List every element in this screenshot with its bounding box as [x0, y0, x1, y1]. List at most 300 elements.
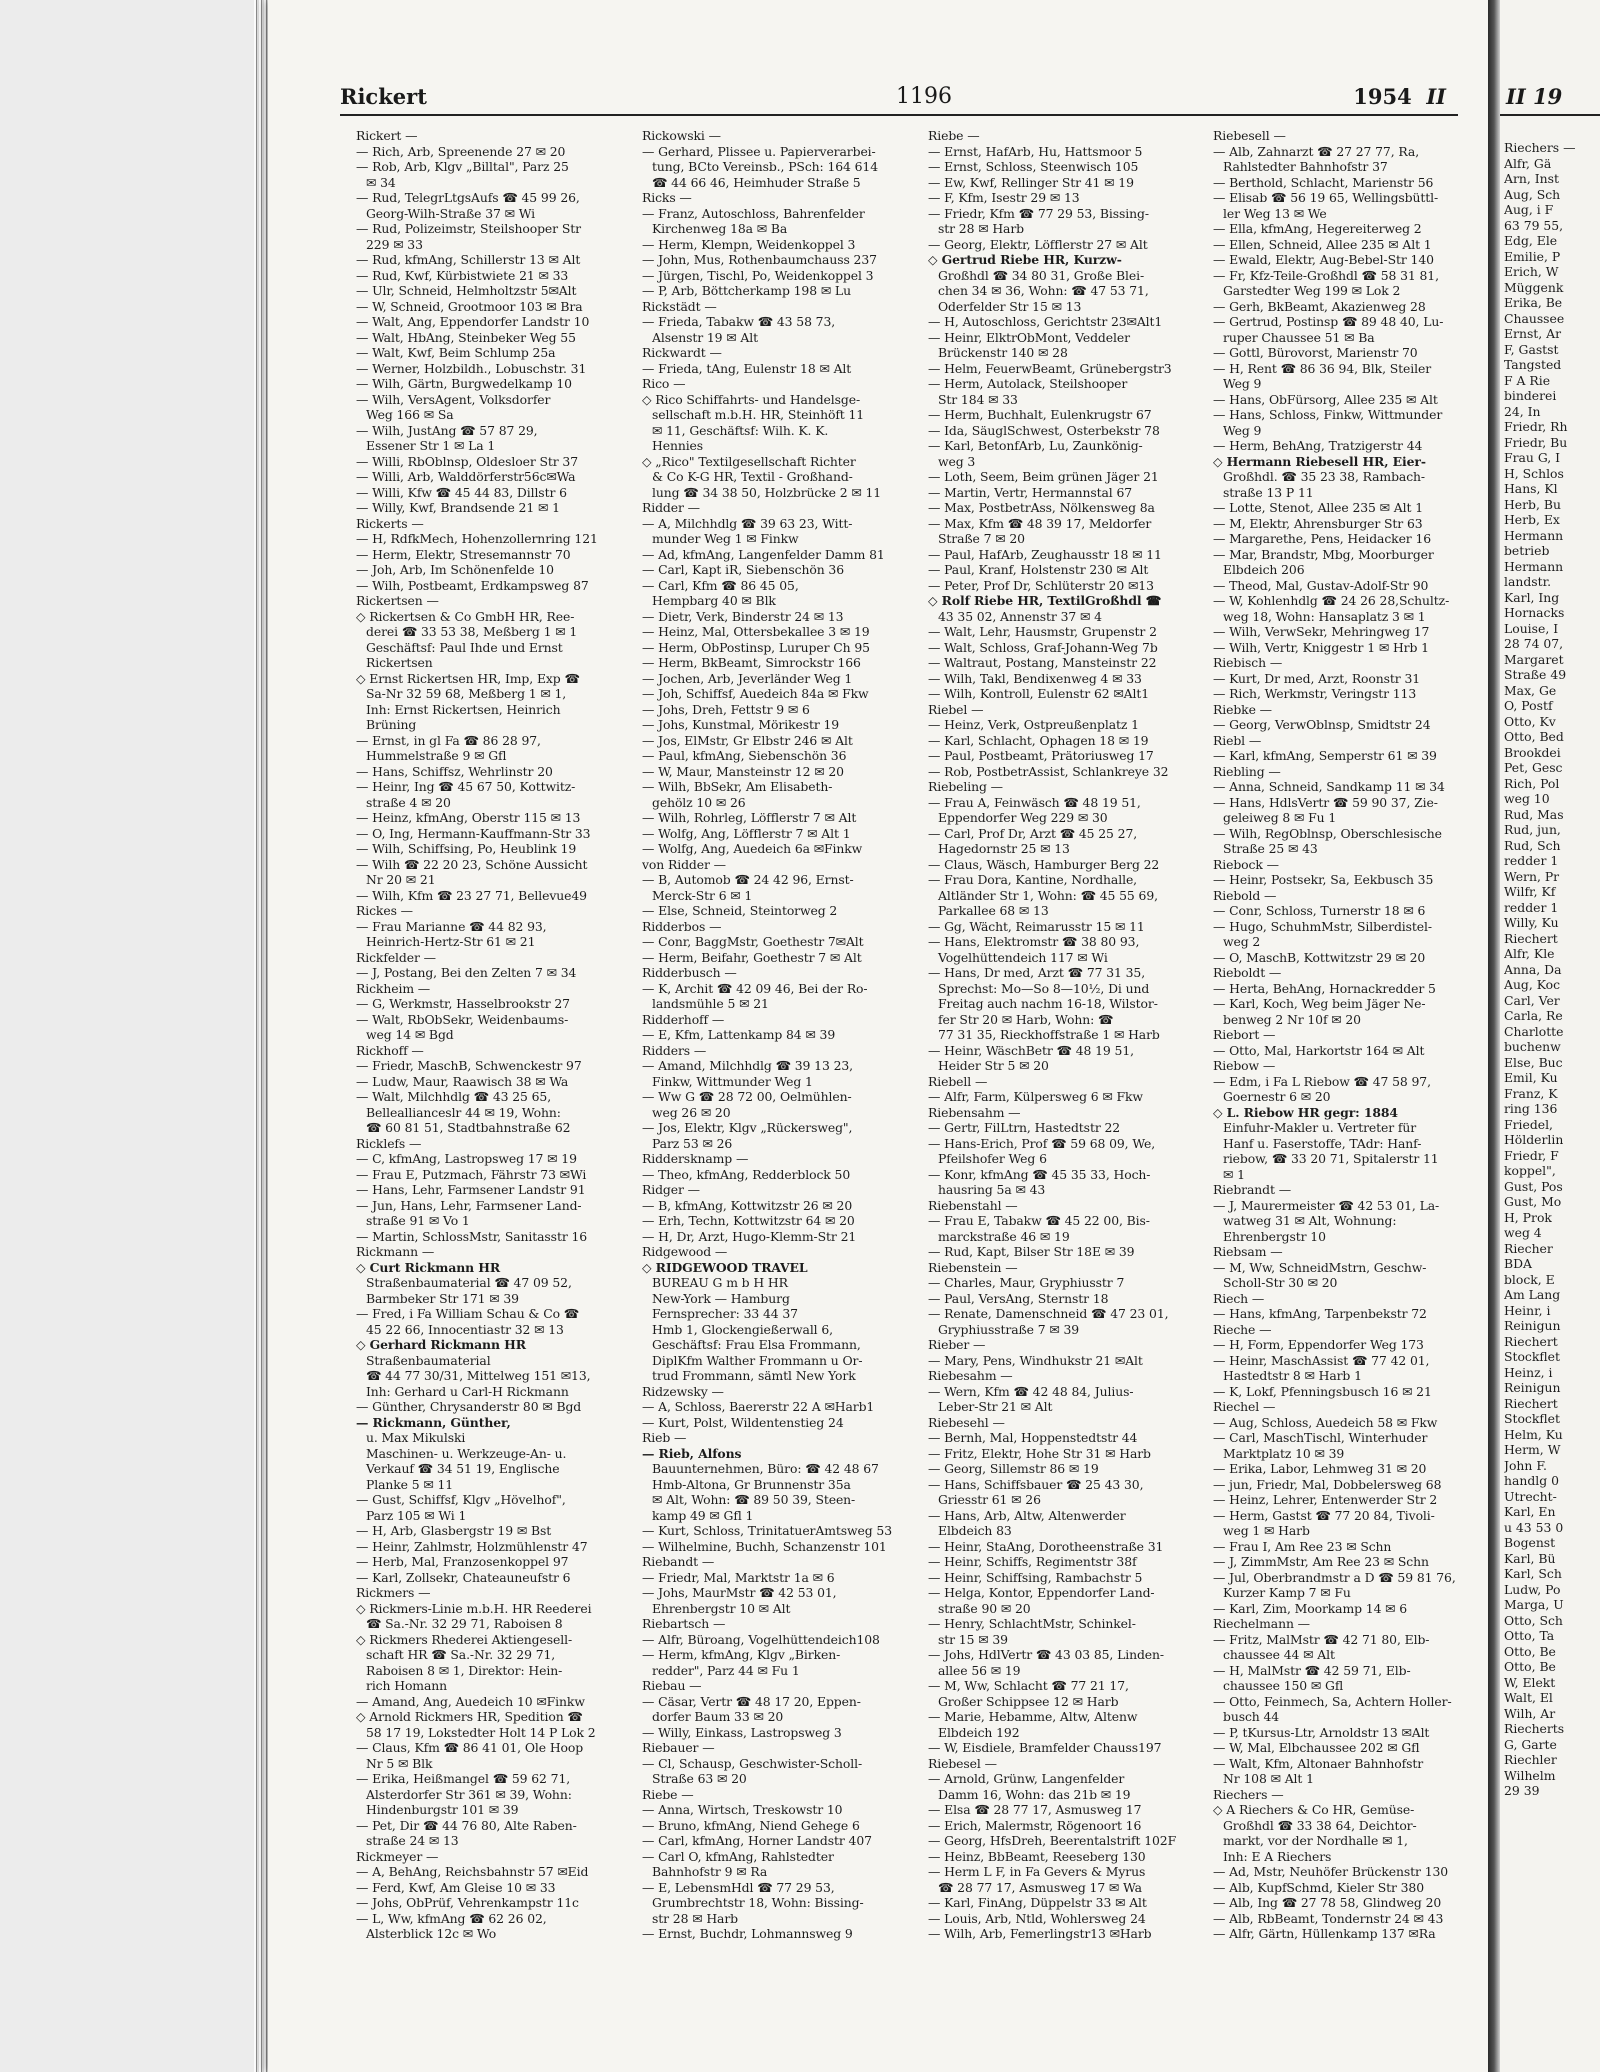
directory-entry-line: — Paul, HafArb, Zeughausstr 18 ✉ 11 [928, 546, 1162, 562]
directory-entry-line: Riebesehl — [928, 1414, 1005, 1430]
directory-entry-line: 45 22 66, Innocentiastr 32 ✉ 13 [366, 1321, 564, 1337]
directory-entry-line: — Herm L F, in Fa Gevers & Myrus [928, 1864, 1146, 1879]
adjacent-entry-line: Riechert [1504, 1333, 1558, 1349]
directory-entry-line: — W, Schneid, Grootmoor 103 ✉ Bra [356, 298, 583, 314]
directory-entry-line: Nr 108 ✉ Alt 1 [1223, 1771, 1314, 1786]
adjacent-entry-line: Emil, Ku [1504, 1070, 1558, 1085]
directory-entry-line: — Theod, Mal, Gustav-Adolf-Str 90 [1213, 577, 1429, 593]
adjacent-entry-line: Alfr, Kle [1504, 946, 1555, 961]
adjacent-entry-line: Wilfr, Kf [1504, 884, 1556, 899]
directory-entry-line: dorfer Baum 33 ✉ 20 [652, 1709, 784, 1724]
adjacent-entry-line: Chaussee [1504, 310, 1565, 326]
directory-entry-line: 229 ✉ 33 [366, 236, 423, 252]
directory-entry-line: — Claus, Wäsch, Hamburger Berg 22 [928, 856, 1160, 872]
directory-entry-line: — Wilh, BbSekr, Am Elisabeth- [642, 779, 833, 794]
directory-entry-line: — Wilh, Rohrleg, Löfflerstr 7 ✉ Alt [642, 810, 857, 825]
directory-entry-line: Riebell — [928, 1073, 988, 1089]
directory-entry-line: — Werner, Holzbildh., Lobuschstr. 31 [356, 360, 587, 376]
directory-entry-line: — Ella, kfmAng, Hegereiterweg 2 [1213, 221, 1422, 236]
directory-entry-line: — Heinr, ElktrObMont, Veddeler [928, 329, 1130, 345]
directory-entry-line: — Paul, VersAng, Sternstr 18 [928, 1290, 1109, 1306]
directory-entry-line: Weg 166 ✉ Sa [366, 407, 454, 422]
directory-entry-line: Riebling — [1213, 763, 1281, 779]
directory-entry-line: — Gottl, Bürovorst, Marienstr 70 [1213, 345, 1418, 360]
directory-entry-line: — Heinr, WäschBetr ☎ 48 19 51, [928, 1042, 1134, 1058]
directory-entry-line: — Ewald, Elektr, Aug-Bebel-Str 140 [1213, 252, 1434, 267]
adjacent-entry-line: weg 10 [1504, 791, 1550, 806]
adjacent-entry-line: Aug, Koc [1504, 977, 1561, 992]
adjacent-entry-line: ring 136 [1504, 1101, 1558, 1116]
directory-entry-line: — Edm, i Fa L Riebow ☎ 47 58 97, [1213, 1073, 1431, 1089]
directory-entry-line: Hagedornstr 25 ✉ 13 [938, 841, 1070, 856]
adjacent-entry-line: Brookdei [1504, 744, 1561, 760]
directory-entry-line: — Max, Kfm ☎ 48 39 17, Meldorfer [928, 515, 1152, 531]
directory-entry-line: — Peter, Prof Dr, Schlüterstr 20 ✉13 [928, 577, 1154, 593]
directory-entry-line: benweg 2 Nr 10f ✉ 20 [1223, 1011, 1361, 1027]
directory-entry-line: Großhdl ☎ 34 80 31, Große Blei- [938, 267, 1145, 283]
directory-entry-line: — Carl, MaschTischl, Winterhuder [1213, 1430, 1428, 1445]
directory-entry-line: — Frau I, Am Ree 23 ✉ Schn [1213, 1538, 1392, 1554]
adjacent-entry-line: Charlotte [1504, 1023, 1564, 1039]
directory-entry-line: Elbdeich 206 [1223, 562, 1305, 577]
directory-entry-line: weg 18, Wohn: Hansaplatz 3 ✉ 1 [1223, 608, 1426, 624]
adjacent-entry-line: F, Gastst [1504, 341, 1559, 357]
adjacent-entry-line: Otto, Bed [1504, 729, 1564, 744]
directory-entry-line: Riddersknamp — [642, 1151, 749, 1166]
directory-entry-line: — Wern, Kfm ☎ 42 48 84, Julius- [928, 1383, 1134, 1399]
directory-entry-line: weg 2 [1223, 934, 1261, 949]
directory-entry-line: — Jürgen, Tischl, Po, Weidenkoppel 3 [642, 267, 874, 283]
directory-entry-line: — Willy, Einkass, Lastropsweg 3 [642, 1724, 842, 1740]
directory-entry-line: — Rich, Arb, Spreenende 27 ✉ 20 [356, 143, 566, 159]
directory-entry-line: — Heinz, Mal, Ottersbekallee 3 ✉ 19 [642, 624, 870, 639]
adjacent-entry-line: Carla, Re [1504, 1008, 1563, 1023]
adjacent-entry-line: binderei [1504, 388, 1557, 403]
directory-entry-line: — Erich, Malermstr, Rögenoort 16 [928, 1817, 1142, 1833]
directory-entry-line: — Ew, Kwf, Rellinger Str 41 ✉ 19 [928, 174, 1134, 190]
directory-entry-line: — Alb, KupfSchmd, Kieler Str 380 [1213, 1879, 1424, 1895]
adjacent-entry-line: Hermann [1504, 558, 1564, 574]
adjacent-entry-line: Alfr, Gä [1504, 155, 1552, 171]
directory-entry-line: — P, Arb, Böttcherkamp 198 ✉ Lu [642, 283, 851, 298]
adjacent-entry-line: Herb, Ex [1504, 512, 1560, 527]
directory-entry-line: — Heinr, Postsekr, Sa, Eekbusch 35 [1213, 872, 1434, 887]
directory-entry-line: BUREAU G m b H HR [652, 1275, 788, 1290]
directory-entry-line: Ridzewsky — [642, 1383, 724, 1399]
adjacent-entry-line: Louise, I [1504, 620, 1559, 636]
directory-entry-line: Sa-Nr 32 59 68, Meßberg 1 ✉ 1, [366, 686, 567, 701]
directory-entry-line: straße 91 ✉ Vo 1 [366, 1213, 470, 1228]
adjacent-entry-line: Edg, Ele [1504, 233, 1558, 248]
adjacent-entry-line: Am Lang [1504, 1287, 1561, 1302]
directory-entry-line: — Walt, HbAng, Steinbeker Weg 55 [356, 329, 576, 345]
adjacent-entry-line: Emilie, P [1504, 248, 1561, 264]
directory-entry-line: — Hans, Schloss, Finkw, Wittmunder [1213, 407, 1443, 422]
directory-entry-line: 58 17 19, Lokstedter Holt 14 P Lok 2 [366, 1724, 596, 1740]
directory-entry-line: — Joh, Arb, Im Schönenfelde 10 [356, 562, 554, 577]
directory-entry-line: — M, Ww, Schlacht ☎ 77 21 17, [928, 1678, 1129, 1693]
directory-entry-line: Ridders — [642, 1042, 707, 1058]
directory-entry-line: Heider Str 5 ✉ 20 [938, 1058, 1049, 1073]
directory-entry-line: — Alfr, Büroang, Vogelhüttendeich108 [642, 1631, 880, 1647]
directory-entry-line: — Walt, Kwf, Beim Schlump 25a [356, 345, 556, 360]
directory-entry-line: — Friedr, Mal, Marktstr 1a ✉ 6 [642, 1569, 835, 1585]
directory-entry-line: — Konr, kfmAng ☎ 45 35 33, Hoch- [928, 1166, 1151, 1182]
directory-entry-line: — Rud, TelegrLtgsAufs ☎ 45 99 26, [356, 190, 580, 205]
adjacent-entry-line: Riecherts [1504, 1721, 1565, 1736]
adjacent-entry-line: Riechert [1504, 930, 1558, 946]
adjacent-entry-line: Otto, Be [1504, 1659, 1556, 1674]
directory-entry-line: — Alfr, Farm, Külpersweg 6 ✉ Fkw [928, 1089, 1143, 1104]
directory-entry-line: Großer Schippsee 12 ✉ Harb [938, 1693, 1119, 1709]
directory-entry-line: — Herm, Gastst ☎ 77 20 84, Tivoli- [1213, 1507, 1435, 1523]
directory-entry-line: Inh: Ernst Rickertsen, Heinrich [366, 701, 561, 717]
adjacent-entry-line: handlg 0 [1504, 1473, 1559, 1488]
directory-entry-line: — Johs, ObPrüf, Vehrenkampstr 11c [356, 1895, 579, 1910]
directory-entry-line: — L, Ww, kfmAng ☎ 62 26 02, [356, 1910, 547, 1926]
directory-entry-line: — Willi, Arb, Walddörferstr56c✉Wa [356, 469, 576, 484]
directory-entry-line: — Margarethe, Pens, Heidacker 16 [1213, 531, 1432, 546]
directory-entry-line: — Willy, Kwf, Brandsende 21 ✉ 1 [356, 500, 560, 515]
adjacent-entry-line: Rich, Pol [1504, 775, 1560, 791]
directory-entry-line: — jun, Friedr, Mal, Dobbelersweg 68 [1213, 1476, 1442, 1492]
directory-entry-line: — Herm, Buchhalt, Eulenkrugstr 67 [928, 407, 1152, 422]
directory-entry-line: trud Frommann, sämtl New York [652, 1368, 856, 1383]
adjacent-entry-line: Pet, Gesc [1504, 760, 1563, 775]
directory-entry-line: ◇ Arnold Rickmers HR, Spedition ☎ [356, 1709, 583, 1724]
directory-entry-line: — Ernst, in gl Fa ☎ 86 28 97, [356, 732, 541, 748]
directory-entry-line: — Heinr, MaschAssist ☎ 77 42 01, [1213, 1352, 1430, 1368]
directory-entry-line: — Arnold, Grünw, Langenfelder [928, 1771, 1125, 1786]
adjacent-entry-line: Müggenk [1504, 279, 1564, 295]
directory-entry-line: Rickmann — [356, 1244, 435, 1259]
directory-entry-line: Planke 5 ✉ 11 [366, 1476, 454, 1492]
adjacent-entry-line: Stockflet [1504, 1349, 1560, 1364]
directory-entry-line: — Heinz, Lehrer, Entenwerder Str 2 [1213, 1492, 1438, 1507]
adjacent-entry-line: Erika, Be [1504, 295, 1563, 310]
directory-entry-line: — Frieda, tAng, Eulenstr 18 ✉ Alt [642, 360, 852, 376]
directory-entry-line: Hennies [652, 438, 704, 453]
directory-entry-line: — Heinz, kfmAng, Oberstr 115 ✉ 13 [356, 810, 581, 825]
directory-entry-line: — Mar, Brandstr, Mbg, Moorburger [1213, 546, 1434, 562]
directory-entry-line: — Anna, Schneid, Sandkamp 11 ✉ 34 [1213, 779, 1445, 794]
directory-entry-line: riebow, ☎ 33 20 71, Spitalerstr 11 [1223, 1151, 1439, 1166]
adjacent-entry-line: Gust, Mo [1504, 1194, 1562, 1209]
directory-entry-line: — Elisab ☎ 56 19 65, Wellingsbüttl- [1213, 190, 1439, 205]
directory-entry-line: — Karl, Zim, Moorkamp 14 ✉ 6 [1213, 1600, 1408, 1616]
directory-entry-line: — Cäsar, Vertr ☎ 48 17 20, Eppen- [642, 1693, 861, 1709]
directory-entry-line: — Wilh, Kontroll, Eulenstr 62 ✉Alt1 [928, 686, 1150, 701]
adjacent-entry-line: Marga, U [1504, 1597, 1564, 1612]
directory-entry-line: ☎ 60 81 51, Stadtbahnstraße 62 [366, 1120, 571, 1135]
page-number: 1196 [896, 84, 952, 109]
adjacent-entry-line: Hans, Kl [1504, 481, 1558, 496]
directory-entry-line: Straße 25 ✉ 43 [1223, 841, 1318, 856]
header-rule [340, 114, 1458, 116]
directory-entry-line: — Gertr, FilLtrn, Hastedtstr 22 [928, 1120, 1121, 1135]
directory-entry-line: — Wilh ☎ 22 20 23, Schöne Aussicht [356, 856, 588, 872]
adjacent-entry-line: G, Garte [1504, 1736, 1557, 1752]
directory-entry-line: lung ☎ 34 38 50, Holzbrücke 2 ✉ 11 [652, 484, 882, 500]
directory-entry-line: Nr 20 ✉ 21 [366, 872, 436, 887]
adjacent-entry-line: Hermann [1504, 527, 1564, 543]
directory-entry-line: Rickert — [356, 128, 418, 143]
adjacent-entry-line: u 43 53 0 [1504, 1519, 1564, 1535]
directory-entry-line: Sprechst: Mo—So 8—10½, Di und [938, 980, 1150, 996]
directory-entry-line: Raboisen 8 ✉ 1, Direktor: Hein- [366, 1662, 563, 1678]
adjacent-entry-line: Frau G, I [1504, 450, 1561, 465]
directory-entry-line: weg 14 ✉ Bgd [366, 1027, 454, 1042]
directory-entry-line: — Walt, Ang, Eppendorfer Landstr 10 [356, 314, 590, 329]
directory-entry-line: — Louis, Arb, Ntld, Wohlersweg 24 [928, 1910, 1146, 1926]
directory-entry-line: str 28 ✉ Harb [938, 221, 1024, 236]
adjacent-entry-line: Wilh, Ar [1504, 1705, 1556, 1721]
adjacent-entry-line: Riecher [1504, 1240, 1553, 1256]
directory-entry-line: gehölz 10 ✉ 26 [652, 794, 746, 810]
directory-entry-line: — Friedr, MaschB, Schwenckestr 97 [356, 1058, 582, 1073]
directory-entry-line: ◇ Rolf Riebe HR, TextilGroßhdl ☎ [928, 593, 1162, 608]
directory-entry-line: — Wilh, JustAng ☎ 57 87 29, [356, 422, 538, 438]
adjacent-entry-line: buchenw [1504, 1039, 1561, 1054]
directory-entry-line: — Erika, Heißmangel ☎ 59 62 71, [356, 1771, 571, 1786]
directory-entry-line: — Charles, Maur, Gryphiusstr 7 [928, 1275, 1125, 1290]
directory-entry-line: — K, Lokf, Pfenningsbusch 16 ✉ 21 [1213, 1383, 1432, 1399]
directory-entry-line: Riechers — [1213, 1786, 1284, 1802]
adjacent-entry-line: Gust, Pos [1504, 1178, 1563, 1194]
directory-entry-line: — Georg, Elektr, Löfflerstr 27 ✉ Alt [928, 236, 1148, 252]
directory-entry-line: — Martin, SchlossMstr, Sanitasstr 16 [356, 1228, 588, 1244]
directory-entry-line: — Joh, Schiffsf, Auedeich 84a ✉ Fkw [642, 686, 869, 701]
directory-entry-line: — Herm, Elektr, Stresemannstr 70 [356, 546, 571, 562]
directory-entry-line: ◇ Curt Rickmann HR [356, 1259, 501, 1275]
directory-entry-line: Rickerts — [356, 515, 424, 531]
directory-entry-line: — Ernst, HafArb, Hu, Hattsmoor 5 [928, 143, 1143, 159]
directory-entry-line: Riech — [1213, 1290, 1265, 1306]
directory-entry-line: — B, Automob ☎ 24 42 96, Ernst- [642, 872, 854, 887]
directory-entry-line: ruper Chaussee 51 ✉ Ba [1223, 329, 1375, 345]
directory-entry-line: Brüning [366, 717, 417, 732]
directory-entry-line: — Herm, Autolack, Steilshooper [928, 376, 1128, 391]
directory-entry-line: — Walt, Milchhdlg ☎ 43 25 65, [356, 1089, 552, 1104]
directory-entry-line: Riebau — [642, 1678, 702, 1693]
directory-entry-line: Oderfelder Str 15 ✉ 13 [938, 298, 1082, 314]
directory-entry-line: Ricks — [642, 190, 692, 205]
directory-entry-line: — Amand, Ang, Auedeich 10 ✉Finkw [356, 1693, 585, 1709]
directory-entry-line: Rieb — [642, 1430, 687, 1445]
directory-entry-line: geleiweg 8 ✉ Fu 1 [1223, 810, 1337, 825]
directory-entry-line: — Loth, Seem, Beim grünen Jäger 21 [928, 469, 1159, 484]
directory-entry-line: — Paul, Kranf, Holstenstr 230 ✉ Alt [928, 562, 1149, 577]
directory-entry-line: Rickmers — [356, 1585, 431, 1600]
directory-entry-line: str 15 ✉ 39 [938, 1631, 1008, 1647]
directory-entry-line: — Erh, Techn, Kottwitzstr 64 ✉ 20 [642, 1213, 855, 1228]
directory-entry-line: ☎ 44 77 30/31, Mittelweg 151 ✉13, [366, 1368, 591, 1383]
adjacent-page-header: II 19 [1506, 84, 1563, 109]
directory-entry-line: ◇ A Riechers & Co HR, Gemüse- [1213, 1802, 1415, 1817]
column-3 [928, 128, 1203, 2058]
directory-entry-line: Rickes — [356, 903, 413, 918]
directory-entry-line: Kurzer Kamp 7 ✉ Fu [1223, 1585, 1351, 1600]
adjacent-entry-line: Riechler [1504, 1752, 1557, 1767]
directory-entry-line: — Martin, Vertr, Hermannstal 67 [928, 484, 1133, 500]
directory-entry-line: — F, Kfm, Isestr 29 ✉ 13 [928, 190, 1080, 205]
directory-entry-line: — K, Archit ☎ 42 09 46, Bei der Ro- [642, 980, 868, 996]
adjacent-entry-line: Rud, Sch [1504, 837, 1561, 853]
directory-entry-line: — Otto, Mal, Harkortstr 164 ✉ Alt [1213, 1042, 1425, 1058]
directory-entry-line: — Heinr, Ing ☎ 45 67 50, Kottwitz- [356, 779, 576, 794]
directory-entry-line: & Co K-G HR, Textil - Großhand- [652, 469, 853, 484]
directory-entry-line: — Frau E, Putzmach, Fährstr 73 ✉Wi [356, 1166, 587, 1182]
directory-entry-line: Ricklefs — [356, 1135, 422, 1151]
adjacent-entry-line: 28 74 07, [1504, 636, 1564, 651]
directory-entry-line: — Fritz, MalMstr ☎ 42 71 80, Elb- [1213, 1631, 1430, 1647]
directory-entry-line: Garstedter Weg 199 ✉ Lok 2 [1223, 283, 1401, 298]
directory-entry-line: Alsterblick 12c ✉ Wo [366, 1926, 497, 1941]
adjacent-entry-line: Ludw, Po [1504, 1581, 1561, 1597]
directory-entry-line: — Gerh, BkBeamt, Akazienweg 28 [1213, 298, 1426, 314]
adjacent-entry-line: W, Elekt [1504, 1674, 1556, 1690]
directory-entry-line: Freitag auch nachm 16-18, Wilstor- [938, 996, 1158, 1011]
directory-entry-line: Maschinen- u. Werkzeuge-An- u. [366, 1445, 567, 1461]
directory-entry-line: ◇ Rickmers Rhederei Aktiengesell- [356, 1631, 573, 1647]
directory-entry-line: — Kurt, Dr med, Arzt, Roonstr 31 [1213, 670, 1421, 686]
adjacent-entry-line: Stockflet [1504, 1411, 1560, 1426]
directory-entry-line: — Helga, Kontor, Eppendorfer Land- [928, 1585, 1155, 1600]
directory-entry-line: — Johs, HdlVertr ☎ 43 03 85, Linden- [928, 1647, 1165, 1662]
directory-entry-line: — Karl, Zollsekr, Chateauneufstr 6 [356, 1569, 571, 1585]
directory-entry-line: — Heinr, Zahlmstr, Holzmühlenstr 47 [356, 1538, 588, 1554]
directory-entry-line: Rico — [642, 376, 686, 391]
directory-entry-line: — Jos, Elektr, Klgv „Rückersweg", [642, 1120, 853, 1135]
directory-entry-line: DiplKfm Walther Frommann u Or- [652, 1352, 863, 1368]
directory-entry-line: — Ellen, Schneid, Allee 235 ✉ Alt 1 [1213, 236, 1432, 252]
directory-entry-line: watweg 31 ✉ Alt, Wohnung: [1223, 1213, 1397, 1228]
directory-entry-line: — H, MalMstr ☎ 42 59 71, Elb- [1213, 1662, 1411, 1678]
directory-entry-line: — Heinz, BbBeamt, Reeseberg 130 [928, 1848, 1146, 1864]
directory-entry-line: — Alb, Ing ☎ 27 78 58, Glindweg 20 [1213, 1895, 1442, 1910]
directory-entry-line: ✉ Alt, Wohn: ☎ 89 50 39, Steen- [652, 1492, 856, 1507]
directory-entry-line: weg 3 [938, 453, 976, 469]
directory-entry-line: — Carl O, kfmAng, Rahlstedter [642, 1848, 834, 1864]
directory-entry-line: — Fred, i Fa William Schau & Co ☎ [356, 1306, 580, 1321]
directory-entry-line: — Carl, kfmAng, Horner Landstr 407 [642, 1833, 872, 1848]
directory-entry-line: — Bernh, Mal, Hoppenstedtstr 44 [928, 1430, 1138, 1445]
directory-entry-line: — Alb, RbBeamt, Tondernstr 24 ✉ 43 [1213, 1910, 1444, 1926]
directory-entry-line: — H, Arb, Glasbergstr 19 ✉ Bst [356, 1523, 552, 1538]
directory-entry-line: — Karl, Koch, Weg beim Jäger Ne- [1213, 996, 1426, 1011]
directory-entry-line: rich Homann [366, 1678, 448, 1693]
directory-entry-line: — Mary, Pens, Windhukstr 21 ✉Alt [928, 1352, 1143, 1368]
directory-entry-line: Gryphiusstraße 7 ✉ 39 [938, 1321, 1080, 1337]
directory-entry-line: Riechel — [1213, 1399, 1276, 1414]
directory-entry-line: — Ad, Mstr, Neuhöfer Brückenstr 130 [1213, 1864, 1449, 1879]
directory-entry-line: — Paul, kfmAng, Siebenschön 36 [642, 748, 847, 763]
adjacent-entry-line: Carl, Ver [1504, 992, 1560, 1008]
directory-entry-line: Parkallee 68 ✉ 13 [938, 903, 1049, 918]
directory-entry-line: — Hans, kfmAng, Tarpenbekstr 72 [1213, 1306, 1427, 1321]
directory-entry-line: — Claus, Kfm ☎ 86 41 01, Ole Hoop [356, 1740, 584, 1755]
directory-entry-line: Riebold — [1213, 887, 1277, 903]
directory-entry-line: — Kurt, Schloss, TrinitatuerAmtsweg 53 [642, 1523, 892, 1538]
directory-entry-line: — Pet, Dir ☎ 44 76 80, Alte Raben- [356, 1817, 577, 1833]
directory-entry-line: ✉ 11, Geschäftsf: Wilh. K. K. [652, 422, 829, 438]
directory-entry-line: Fernsprecher: 33 44 37 [652, 1306, 798, 1321]
directory-entry-line: — Berthold, Schlacht, Marienstr 56 [1213, 174, 1434, 190]
directory-entry-line: hausring 5a ✉ 43 [938, 1182, 1046, 1197]
adjacent-entry-line: John F. [1504, 1457, 1547, 1473]
directory-entry-line: Riebeling — [928, 779, 1003, 794]
directory-entry-line: — O, Ing, Hermann-Kauffmann-Str 33 [356, 825, 591, 841]
directory-entry-line: — Karl, Schlacht, Ophagen 18 ✉ 19 [928, 732, 1149, 748]
directory-entry-line: Hastedtstr 8 ✉ Harb 1 [1223, 1368, 1362, 1383]
directory-entry-line: busch 44 [1223, 1709, 1280, 1724]
directory-entry-line: Riebensahm — [928, 1104, 1021, 1120]
directory-entry-line: ◇ L. Riebow HR gegr: 1884 [1213, 1104, 1398, 1120]
directory-entry-line: Riebartsch — [642, 1616, 726, 1631]
directory-entry-line: Rickstädt — [642, 298, 717, 314]
directory-entry-line: Großhdl ☎ 33 38 64, Deichtor- [1223, 1817, 1417, 1833]
adjacent-entry-line: Else, Buc [1504, 1054, 1563, 1070]
directory-entry-line: — Johs, MaurMstr ☎ 42 53 01, [642, 1585, 837, 1600]
directory-entry-line: Essener Str 1 ✉ La 1 [366, 438, 496, 453]
adjacent-page-fragment [1500, 0, 1600, 2072]
directory-entry-line: Geschäftsf: Frau Elsa Frommann, [652, 1337, 861, 1352]
directory-entry-line: — Herm, BkBeamt, Simrockstr 166 [642, 655, 861, 670]
directory-entry-line: Pfeilshofer Weg 6 [938, 1151, 1047, 1166]
directory-entry-line: fer Str 20 ✉ Harb, Wohn: ☎ [938, 1011, 1114, 1027]
directory-entry-line: Finkw, Wittmunder Weg 1 [652, 1073, 813, 1089]
directory-entry-line: — Hans, ObFürsorg, Allee 235 ✉ Alt [1213, 391, 1438, 407]
directory-entry-line: — Carl, Prof Dr, Arzt ☎ 45 25 27, [928, 825, 1138, 841]
directory-entry-line: Straßenbaumaterial ☎ 47 09 52, [366, 1275, 572, 1290]
adjacent-entry-line: Friedr, Rh [1504, 419, 1568, 434]
directory-entry-line: — Karl, kfmAng, Semperstr 61 ✉ 39 [1213, 748, 1437, 763]
directory-entry-line: — C, kfmAng, Lastropsweg 17 ✉ 19 [356, 1151, 577, 1166]
adjacent-entry-line: H, Schlos [1504, 465, 1564, 481]
directory-entry-line: — Rud, Kapt, Bilser Str 18E ✉ 39 [928, 1244, 1135, 1259]
directory-entry-line: — Otto, Feinmech, Sa, Achtern Holler- [1213, 1693, 1452, 1709]
directory-entry-line: chaussee 150 ✉ Gfl [1223, 1678, 1344, 1693]
directory-entry-line: Riebesel — [928, 1755, 997, 1771]
adjacent-entry-line: Wilhelm [1504, 1767, 1556, 1783]
directory-entry-line: Barmbeker Str 171 ✉ 39 [366, 1290, 519, 1306]
directory-entry-line: Hanf u. Faserstoffe, TAdr: Hanf- [1223, 1135, 1422, 1151]
directory-entry-line: — John, Mus, Rothenbaumchauss 237 [642, 252, 877, 267]
adjacent-entry-line: Ernst, Ar [1504, 326, 1562, 341]
directory-entry-line: Riebenstahl — [928, 1197, 1018, 1213]
directory-page [268, 0, 1488, 2072]
directory-entry-line: — Kurt, Polst, Wildentenstieg 24 [642, 1414, 844, 1430]
directory-entry-line: Riebe — [928, 128, 980, 143]
directory-entry-line: — E, LebensmHdl ☎ 77 29 53, [642, 1879, 835, 1895]
directory-entry-line: Riebesahm — [928, 1368, 1013, 1383]
directory-entry-line: Riebisch — [1213, 655, 1283, 670]
directory-entry-line: — Johs, Kunstmal, Mörikestr 19 [642, 717, 840, 732]
directory-entry-line: — W, Maur, Mansteinstr 12 ✉ 20 [642, 763, 844, 779]
adjacent-entry-line: Aug, i F [1504, 202, 1554, 217]
directory-entry-line: ☎ 44 66 46, Heimhuder Straße 5 [652, 174, 861, 190]
directory-entry-line: ◇ Gertrud Riebe HR, Kurzw- [928, 252, 1122, 267]
directory-entry-line: Riebort — [1213, 1027, 1276, 1042]
directory-entry-line: — Frieda, Tabakw ☎ 43 58 73, [642, 314, 836, 329]
adjacent-entry-line: 24, In [1504, 403, 1541, 419]
directory-entry-line: — Jos, ElMstr, Gr Elbstr 246 ✉ Alt [642, 732, 853, 748]
adjacent-header-rule [1500, 114, 1600, 116]
directory-entry-line: — Karl, FinAng, Düppelstr 33 ✉ Alt [928, 1895, 1147, 1910]
directory-entry-line: Leber-Str 21 ✉ Alt [938, 1399, 1053, 1414]
directory-entry-line: — Walt, Kfm, Altonaer Bahnhofstr [1213, 1755, 1424, 1771]
adjacent-entry-line: koppel", [1504, 1163, 1556, 1178]
